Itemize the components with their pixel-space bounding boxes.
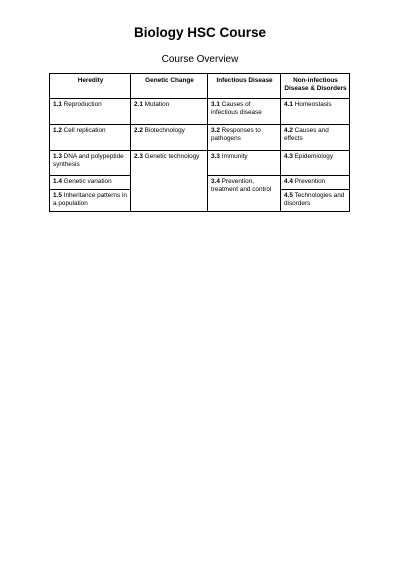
table-cell — [208, 176, 281, 212]
topic-label: Biotechnology — [144, 127, 185, 134]
header-heredity: Heredity — [50, 74, 131, 99]
table-row — [50, 125, 350, 151]
table-cell — [50, 190, 131, 212]
table-row — [50, 151, 350, 176]
header-infectious-disease: Infectious Disease — [208, 74, 281, 99]
topic-number: 4.2 — [284, 127, 293, 134]
topic-label: Homeostasis — [294, 101, 332, 108]
topic-number: 3.3 — [211, 153, 220, 160]
topic-label: Technologies and disorders — [284, 192, 345, 207]
table-cell — [208, 125, 281, 151]
topic-number: 1.3 — [53, 153, 62, 160]
topic-label: Reproduction — [63, 101, 102, 108]
table-cell — [50, 176, 131, 190]
topic-number: 1.4 — [53, 178, 62, 185]
table-cell — [281, 99, 350, 125]
topic-label: Genetic technology — [144, 153, 200, 160]
topic-label: DNA and polypeptide synthesis — [53, 153, 124, 168]
topic-number: 3.4 — [211, 178, 220, 185]
table-cell — [50, 125, 131, 151]
topic-label: Prevention, treatment and control — [211, 178, 272, 193]
topic-number: 2.1 — [134, 101, 143, 108]
table-cell — [281, 151, 350, 176]
topic-label: Immunity — [221, 153, 248, 160]
topic-label: Mutation — [144, 101, 170, 108]
table-cell — [131, 151, 208, 212]
topic-label: Causes and effects — [284, 127, 329, 142]
table-cell — [50, 151, 131, 176]
topic-number: 4.5 — [284, 192, 293, 199]
table-header-row — [50, 74, 350, 99]
topic-label: Epidemiology — [294, 153, 334, 160]
topic-label: Causes of infectious disease — [211, 101, 262, 116]
topic-number: 2.3 — [134, 153, 143, 160]
page-title: Biology HSC Course — [133, 25, 266, 40]
topic-label: Prevention — [294, 178, 326, 185]
table-cell — [50, 99, 131, 125]
topic-label: Cell replication — [63, 127, 106, 134]
topic-number: 4.1 — [284, 101, 293, 108]
table-cell — [281, 176, 350, 190]
topic-label: Inheritance patterns in a population — [53, 192, 127, 207]
table-cell — [208, 99, 281, 125]
topic-number: 4.3 — [284, 153, 293, 160]
topic-number: 4.4 — [284, 178, 293, 185]
table-cell — [281, 125, 350, 151]
topic-number: 3.2 — [211, 127, 220, 134]
topic-number: 1.1 — [53, 101, 62, 108]
header-genetic-change: Genetic Change — [131, 74, 208, 99]
topic-number: 1.5 — [53, 192, 62, 199]
table-cell — [281, 190, 350, 212]
table-cell — [131, 125, 208, 151]
table-cell — [208, 151, 281, 176]
topic-number: 3.1 — [211, 101, 220, 108]
table-row — [50, 99, 350, 125]
page-subtitle: Course Overview — [161, 54, 239, 65]
topic-label: Genetic variation — [63, 178, 112, 185]
course-overview-table — [49, 73, 350, 212]
header-non-infectious-disease: Non-infectious Disease & Disorders — [281, 74, 350, 99]
topic-number: 2.2 — [134, 127, 143, 134]
topic-label: Responses to pathogens — [211, 127, 261, 142]
topic-number: 1.2 — [53, 127, 62, 134]
table-cell — [131, 99, 208, 125]
